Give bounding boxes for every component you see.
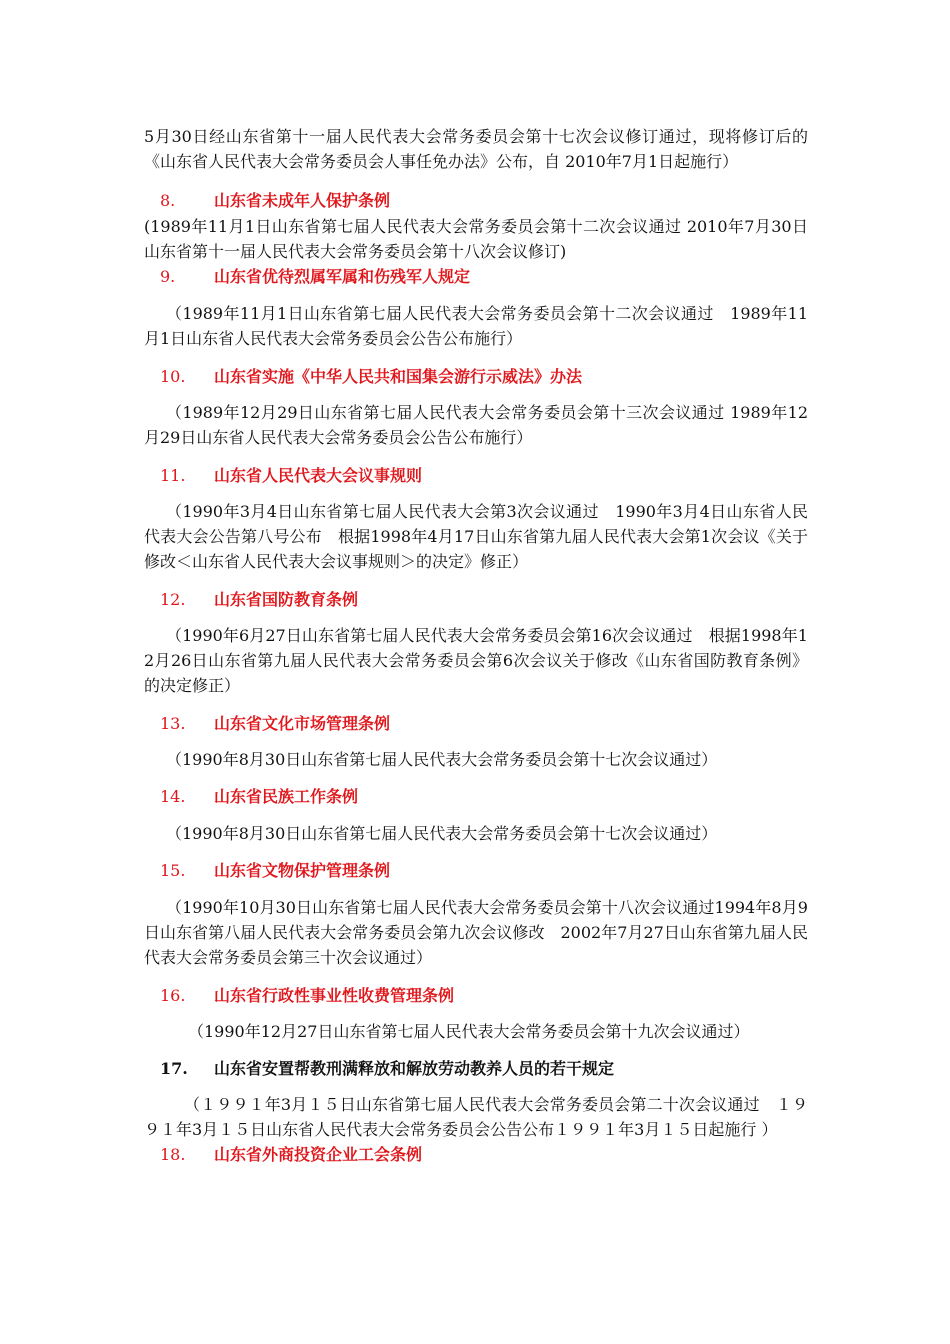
item-note-10: （1989年12月29日山东省第七届人民代表大会常务委员会第十三次会议通过 1989年12月29日山东省人民代表大会常务委员会公告公布施行）	[144, 403, 808, 447]
item-number: 8.	[160, 191, 176, 210]
item-title: 山东省行政性事业性收费管理条例	[214, 986, 455, 1005]
item-number: 14.	[160, 787, 186, 806]
item-number: 10.	[160, 367, 186, 386]
item-heading-17	[144, 1056, 808, 1082]
item-title: 山东省文化市场管理条例	[214, 714, 391, 733]
intro-paragraph: 5月30日经山东省第十一届人民代表大会常务委员会第十七次会议修订通过，现将修订后的《山东省人民代表大会常务委员会人事任免办法》公布，自 2010年7月1日起施行）	[144, 127, 808, 171]
item-number: 15.	[160, 861, 186, 880]
item-heading-13	[144, 711, 808, 737]
item-title: 山东省人民代表大会议事规则	[214, 466, 423, 485]
item-heading-10	[144, 364, 808, 390]
item-note-9: （1989年11月1日山东省第七届人民代表大会常务委员会第十二次会议通过 1989年11月1日山东省人民代表大会常务委员会公告公布施行）	[144, 304, 808, 348]
item-number: 13.	[160, 714, 186, 733]
item-heading-11	[144, 463, 808, 489]
item-heading-16	[144, 983, 808, 1009]
item-number: 17.	[160, 1059, 188, 1078]
item-number: 18.	[160, 1145, 186, 1164]
item-note-16: （1990年12月27日山东省第七届人民代表大会常务委员会第十九次会议通过）	[188, 1022, 750, 1041]
item-number: 11.	[160, 466, 186, 485]
item-heading-12	[144, 587, 808, 613]
document-page	[144, 124, 808, 1168]
item-title: 山东省民族工作条例	[214, 787, 359, 806]
item-title: 山东省国防教育条例	[214, 590, 359, 609]
item-title: 山东省实施《中华人民共和国集会游行示威法》办法	[214, 367, 583, 386]
item-note-8: (1989年11月1日山东省第七届人民代表大会常务委员会第十二次会议通过 2010年7月30日山东省第十一届人民代表大会常务委员会第十八次会议修订)	[144, 217, 808, 261]
item-heading-8	[144, 188, 808, 214]
item-title: 山东省优待烈属军属和伤残军人规定	[214, 267, 471, 286]
item-heading-14	[144, 784, 808, 810]
item-title: 山东省外商投资企业工会条例	[214, 1145, 423, 1164]
item-note-14: （1990年8月30日山东省第七届人民代表大会常务委员会第十七次会议通过）	[166, 824, 718, 843]
item-heading-18	[144, 1142, 808, 1168]
item-number: 12.	[160, 590, 186, 609]
item-title: 山东省未成年人保护条例	[214, 191, 391, 210]
item-title: 山东省文物保护管理条例	[214, 861, 391, 880]
item-number: 16.	[160, 986, 186, 1005]
item-note-17: （１９９１年3月１５日山东省第七届人民代表大会常务委员会第二十次会议通过 １９９１年3月１５日山东省人民代表大会常务委员会公告公布１９９１年3月１５日起施行 ）	[144, 1095, 808, 1139]
item-note-15: （1990年10月30日山东省第七届人民代表大会常务委员会第十八次会议通过1994年8月9日山东省第八届人民代表大会常务委员会第九次会议修改 2002年7月27日山东省第九届人民代表大会常务委员会第三十次会议通过）	[144, 898, 808, 967]
item-number: 9.	[160, 267, 176, 286]
item-note-11: （1990年3月4日山东省第七届人民代表大会第3次会议通过 1990年3月4日山东省人民代表大会公告第八号公布 根据1998年4月17日山东省第九届人民代表大会第1次会议《关于修改＜山东省人民代表大会议事规则＞的决定》修正）	[144, 502, 808, 571]
item-note-12: （1990年6月27日山东省第七届人民代表大会常务委员会第16次会议通过 根据1998年12月26日山东省第九届人民代表大会常务委员会第6次会议关于修改《山东省国防教育条例》的决定修正）	[144, 626, 808, 695]
item-title: 山东省安置帮教刑满释放和解放劳动教养人员的若干规定	[214, 1059, 615, 1078]
item-heading-15	[144, 858, 808, 884]
item-note-13: （1990年8月30日山东省第七届人民代表大会常务委员会第十七次会议通过）	[166, 750, 718, 769]
item-heading-9	[144, 264, 808, 290]
